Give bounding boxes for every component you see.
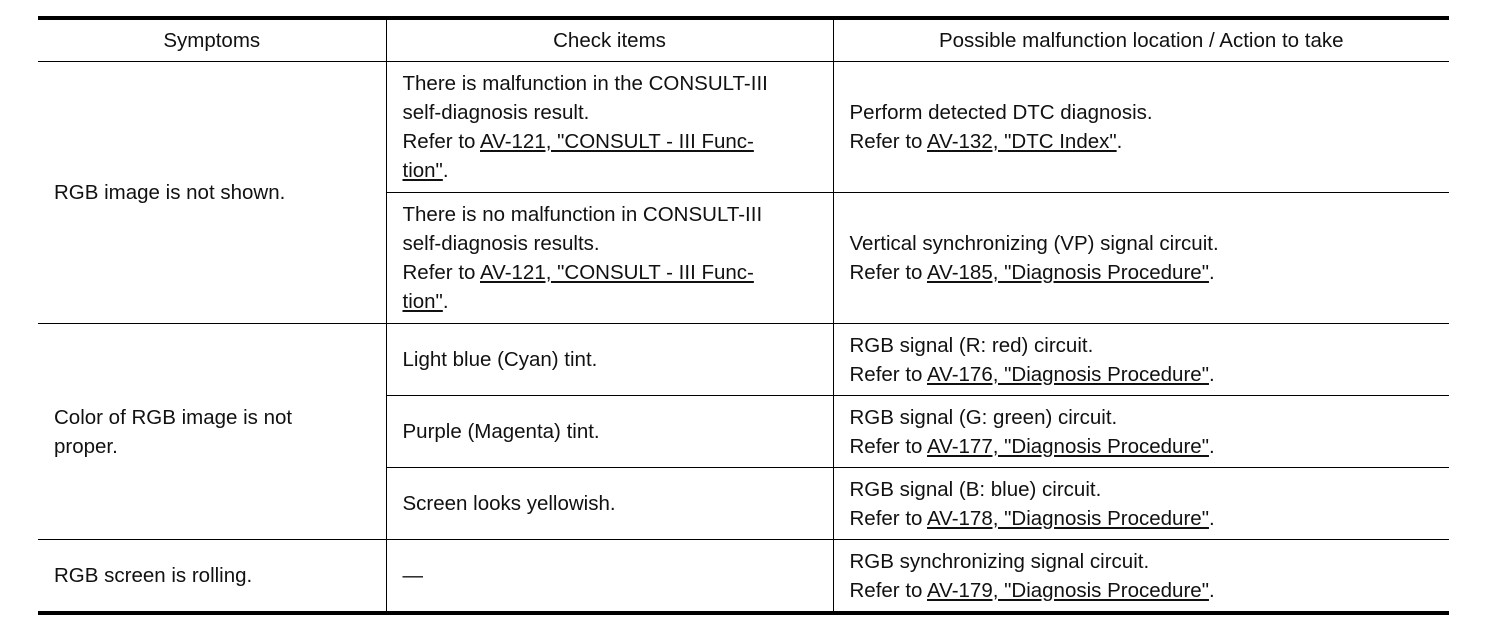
action-text: Vertical synchronizing (VP) signal circuit. <box>849 232 1219 255</box>
symptom-cell <box>38 62 386 324</box>
check-text: Screen looks yellowish. <box>402 492 616 515</box>
check-cell <box>386 62 833 193</box>
check-cell <box>386 468 833 540</box>
check-text: Light blue (Cyan) tint. <box>402 348 598 371</box>
refer-prefix: Refer to <box>402 130 480 153</box>
action-cell <box>833 193 1449 324</box>
reference-link[interactable]: AV-185, "Diagnosis Procedure" <box>927 261 1209 284</box>
check-text: self-diagnosis result. <box>402 101 590 124</box>
link-suffix: . <box>1208 578 1215 602</box>
symptom-cell <box>38 324 386 540</box>
refer-prefix: Refer to <box>849 362 927 386</box>
refer-prefix: Refer to <box>849 261 927 284</box>
check-text: self-diagnosis results. <box>402 232 600 255</box>
link-suffix: . <box>1116 130 1123 153</box>
link-suffix: . <box>1208 362 1215 386</box>
link-suffix: . <box>442 159 449 182</box>
action-text: RGB synchronizing signal circuit. <box>849 549 1150 573</box>
reference-link[interactable]: AV-179, "Diagnosis Procedure" <box>927 578 1209 602</box>
check-text: — <box>402 564 423 587</box>
check-cell <box>386 193 833 324</box>
refer-prefix: Refer to <box>849 506 927 530</box>
check-text: Purple (Magenta) tint. <box>402 420 600 443</box>
action-text: RGB signal (R: red) circuit. <box>849 333 1094 357</box>
link-suffix: . <box>1208 506 1215 530</box>
refer-prefix: Refer to <box>849 434 927 458</box>
reference-link[interactable]: AV-121, "CONSULT - III Func- <box>480 130 754 153</box>
check-text: There is no malfunction in CONSULT-III <box>402 203 763 226</box>
header-symptoms: Symptoms <box>38 18 386 62</box>
symptom-text: proper. <box>54 434 118 458</box>
action-cell <box>833 396 1449 468</box>
reference-link[interactable]: AV-178, "Diagnosis Procedure" <box>927 506 1209 530</box>
reference-link[interactable]: AV-177, "Diagnosis Procedure" <box>927 434 1209 458</box>
link-suffix: . <box>1208 434 1215 458</box>
symptom-text: Color of RGB image is not <box>54 405 293 429</box>
table-row <box>38 324 1449 396</box>
symptom-cell <box>38 540 386 614</box>
reference-link[interactable]: tion" <box>402 290 443 313</box>
table-row <box>38 62 1449 193</box>
action-cell <box>833 468 1449 540</box>
action-cell <box>833 324 1449 396</box>
refer-prefix: Refer to <box>849 578 927 602</box>
diagnosis-table <box>38 16 1449 615</box>
action-text: Perform detected DTC diagnosis. <box>849 101 1153 124</box>
check-cell <box>386 540 833 614</box>
table-row <box>38 540 1449 614</box>
action-text: RGB signal (B: blue) circuit. <box>849 477 1102 501</box>
reference-link[interactable]: AV-121, "CONSULT - III Func- <box>480 261 754 284</box>
symptom-text: RGB screen is rolling. <box>54 564 253 587</box>
check-cell <box>386 396 833 468</box>
action-cell <box>833 62 1449 193</box>
reference-link[interactable]: AV-176, "Diagnosis Procedure" <box>927 362 1209 386</box>
reference-link[interactable]: tion" <box>402 159 443 182</box>
link-suffix: . <box>1208 261 1215 284</box>
reference-link[interactable]: AV-132, "DTC Index" <box>927 130 1117 153</box>
link-suffix: . <box>442 290 449 313</box>
check-text: There is malfunction in the CONSULT-III <box>402 72 768 95</box>
header-action: Possible malfunction location / Action to take <box>833 18 1449 62</box>
refer-prefix: Refer to <box>849 130 927 153</box>
symptom-text: RGB image is not shown. <box>54 181 286 204</box>
header-check-items: Check items <box>386 18 833 62</box>
check-cell <box>386 324 833 396</box>
table-header-row <box>38 18 1449 62</box>
action-cell <box>833 540 1449 614</box>
action-text: RGB signal (G: green) circuit. <box>849 405 1118 429</box>
refer-prefix: Refer to <box>402 261 480 284</box>
